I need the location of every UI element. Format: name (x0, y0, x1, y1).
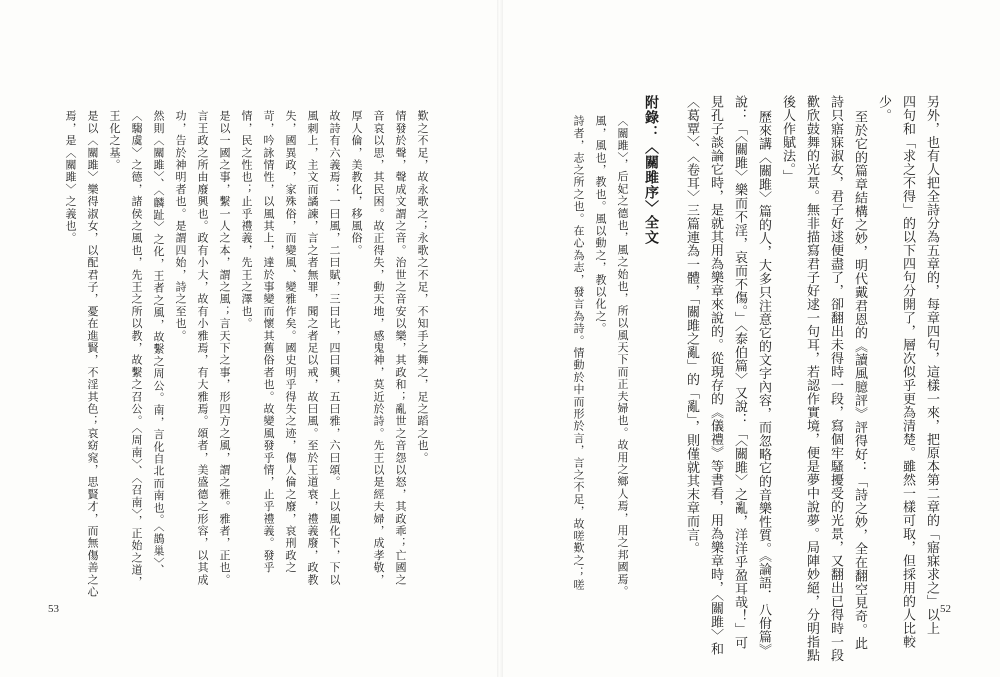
prose-column: 〈葛覃〉、〈卷耳〉三篇連為一體，「關雎之亂」的「亂」，則僅就其末章而言。 (684, 95, 699, 555)
quote-column: 故詩有六義焉：一曰風，二曰賦，三曰比，四曰興，五曰雅，六曰頌。上以風化下，下以 (328, 110, 341, 586)
prose-column: 見孔子談論它時，是就其用為樂章來說的。從現存的《儀禮》等書看，用為樂章時，〈關雎〉和 (708, 95, 723, 656)
quote-column: 〈關雎〉，后妃之德也，風之始也，所以風天下而正夫婦也。故用之鄉人焉，用之邦國焉。 (616, 115, 629, 598)
prose-column: 後人作賦法。」 (780, 95, 795, 183)
quote-column: 〈騶虞〉之德，諸侯之風也，先王之所以教，故繫之召公。〈周南〉、〈召南〉，正始之道， (130, 110, 143, 589)
quote-column: 功，告於神明者也。是謂四始，詩之至也。 (174, 110, 187, 342)
quote-column: 言王政之所由廢興也。政有小大，故有小雅焉，有大雅焉。頌者，美盛德之形容，以其成 (196, 110, 209, 586)
prose-column: 說：「〈關雎〉樂而不淫，哀而不傷。」〈泰伯篇〉又說：「〈關雎〉之亂，洋洋乎盈耳哉！」可 (732, 95, 747, 650)
quote-column: 厚人倫，美教化，移風俗。 (350, 110, 363, 257)
prose-column: 另外，也有人把全詩分為五章的，每章四句，這樣一來，把原本第二章的「寤寐求之」以上 (924, 95, 939, 635)
quote-column: 然則〈關雎〉、〈麟趾〉之化，王者之風，故繫之周公。南，言化自北而南也。〈鵲巢〉、 (152, 110, 165, 576)
right-page (500, 0, 1000, 677)
quote-column: 情，民之性也；止乎禮義，先王之澤也。 (240, 110, 253, 330)
quote-column: 失，國異政，家殊俗，而變風、變雅作矣。國史明乎得失之迹，傷人倫之廢，哀刑政之 (284, 110, 297, 574)
prose-column: 歷來講〈關雎〉篇的人，大多只注意它的文字內容，而忽略它的音樂性質。《論語．八佾篇》 (756, 110, 771, 657)
quote-column: 詩者，志之所之也。在心為志，發言為詩。情動於中而形於言，言之不足，故嗟歎之；嗟 (572, 115, 585, 591)
quote-column: 歎之不足，故永歌之；永歌之不足，不知手之舞之，足之蹈之也。 (416, 110, 429, 464)
prose-column: 四句和「求之不得」的以下四句分開了，層次似乎更為清楚。雖然一樣可取，但採用的人比較 (900, 95, 915, 649)
quote-column: 苛，吟詠情性，以風其上，達於事變而懷其舊俗者也。故變風發乎情，止乎禮義。發乎 (262, 110, 275, 574)
prose-column: 少。 (876, 95, 891, 122)
appendix-heading: 附錄：〈關雎序〉全文 (643, 95, 659, 245)
prose-column: 詩只寤寐淑女，君子好逑便盡了，卻翻出未得時一段，寫個牢騷擾受的光景，又翻出已得時一段 (828, 95, 843, 662)
page-number-left: 53 (48, 603, 59, 615)
quote-column: 音哀以思，其民困。故正得失，動天地，感鬼神，莫近於詩。先王以是經夫婦，成孝敬， (372, 110, 385, 586)
quote-column: 情發於聲，聲成文謂之音。治世之音安以樂，其政和；亂世之音怨以怒，其政乖；亡國之 (394, 110, 407, 586)
quote-column: 風，風也，教也。風以動之，教以化之。 (594, 115, 607, 335)
prose-column: 歡欣鼓舞的光景。無非描寫君子好逑一句耳，若認作實境，便是夢中說夢。局陣妙絕，分明指點 (804, 95, 819, 662)
quote-column: 焉，是〈關雎〉之義也。 (64, 110, 77, 245)
prose-column: 至於它的篇章結構之妙，明代戴君恩的《讀風臆評》評得好：「詩之妙，全在翻空見奇。此 (852, 110, 867, 650)
quote-column: 風刺上，主文而譎諫，言之者無罪，聞之者足以戒，故曰風。至於王道衰，禮義廢，政教 (306, 110, 319, 586)
quote-column: 王化之基。 (108, 110, 121, 171)
quote-column: 是以一國之事，繫一人之本，謂之風；言天下之事，形四方之風，謂之雅。雅者，正也。 (218, 110, 231, 586)
page-number-right: 52 (940, 603, 951, 615)
quote-column: 是以〈關雎〉樂得淑女，以配君子，憂在進賢，不淫其色；哀窈窕，思賢才，而無傷善之心 (86, 110, 99, 598)
